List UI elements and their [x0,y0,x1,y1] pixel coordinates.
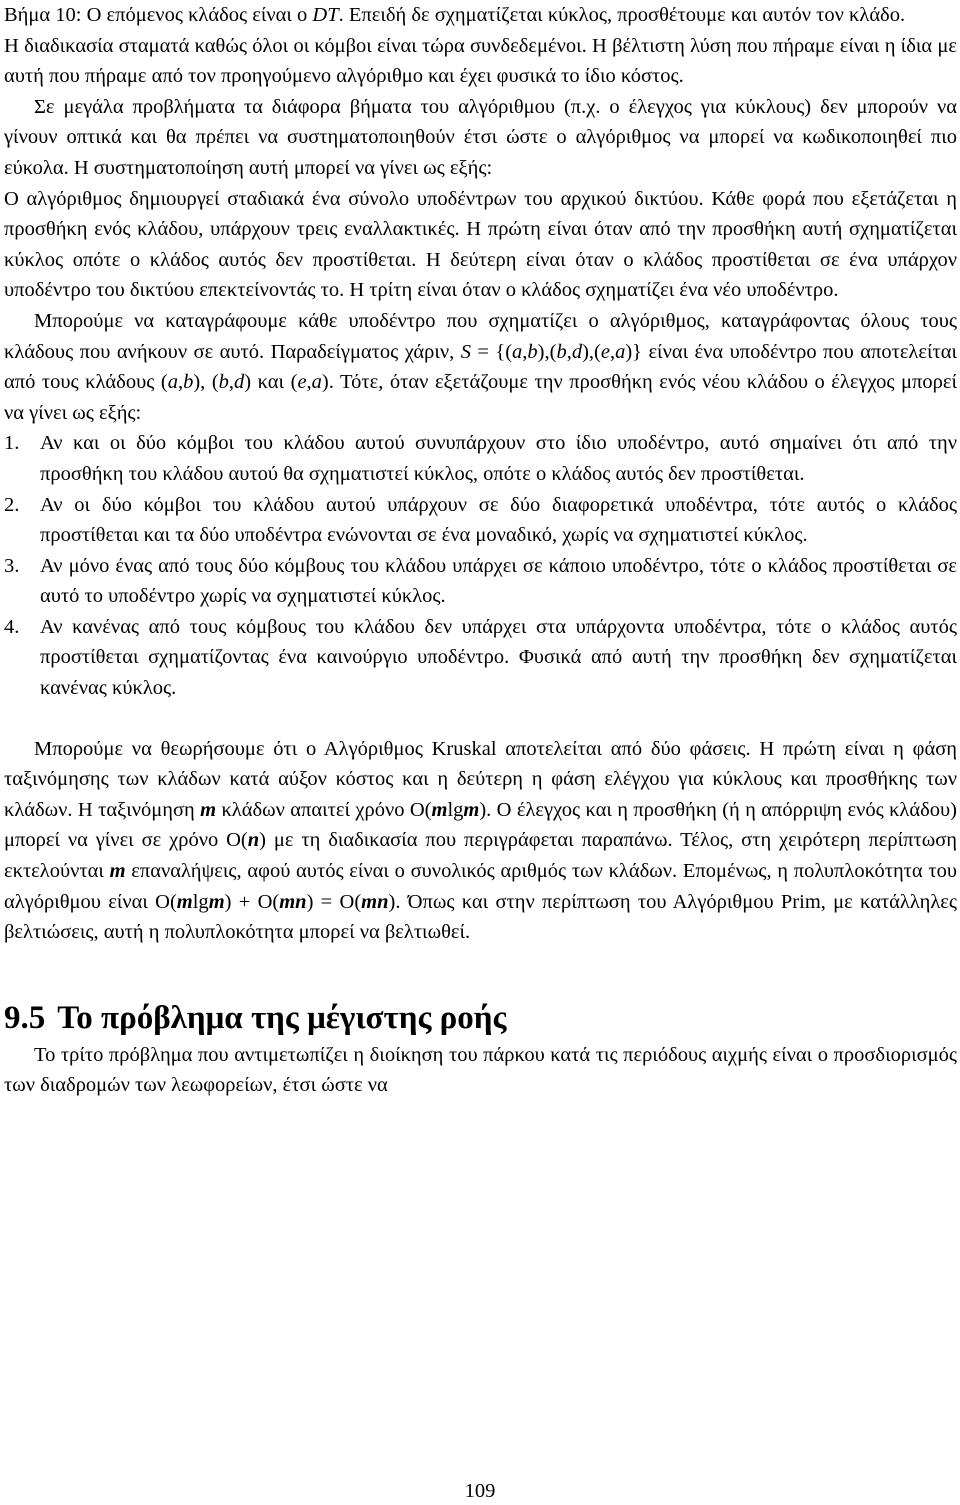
section-intro-paragraph: Το τρίτο πρόβλημα που αντιμετωπίζει η διοίκηση του πάρκου κατά τις περιόδους αιχμής είναι ο προσδιορισμός των διαδρομών των λεωφορείων, έτσι ώστε να [4,1043,957,1097]
spacer [4,948,957,996]
kruskal-text: lg [447,798,464,821]
subtrees-paragraph: Ο αλγόριθμος δημιουργεί σταδιακά ένα σύνολο υποδέντρων του αρχικού δικτύου. Κάθε φορά που εξετάζεται η προσθήκη ενός κλάδου, υπάρχουν τρεις εναλλακτικές. Η πρώτη είναι όταν από την προσθήκη αυτή σχηματίζεται κύκλος οπότε ο κλάδος αυτός δεν προστίθεται. Η δεύτερη είναι όταν ο κλάδος προστίθεται σε ένα υπάρχον υποδέντρο του δικτύου επεκτείνοντάς το. Η τρίτη είναι όταν ο κλάδος σχηματίζει ένα νέο υποδέντρο. [4,187,957,302]
record-subtrees-paragraph [4,306,957,428]
record-text: ) και ( [244,371,298,394]
case-text: Αν κανένας από τους κόμβους του κλάδου δεν υπάρχει στα υπάρχοντα υποδέντρα, τότε ο κλάδος αυτός προστίθεται σχηματίζοντας ένα καινούργιο υποδέντρο. Φυσικά από αυτή την προσθήκη δεν σχηματίζεται κανένας κύκλος. [40,615,957,700]
kruskal-text: ). Όπως και στην περίπτωση του Αλγόριθμου Prim, με κατάλληλες βελτιώσεις, αυτή η πολυπλοκότητα μπορεί να βελτιωθεί. [4,890,957,944]
var-m: m [109,860,126,883]
case-text: Αν και οι δύο κόμβοι του κλάδου αυτού συνυπάρχουν στο ίδιο υποδέντρο, αυτό σημαίνει ότι από την προσθήκη του κλάδου αυτού θα σχηματιστεί κύκλος, οπότε ο κλάδος αυτός δεν προστίθεται. [40,432,957,485]
var-node: d [571,340,583,363]
var-node: a [512,340,523,363]
record-text: , [566,340,572,363]
var-node: e [297,371,307,394]
case-number: 1. [4,432,20,455]
case-number: 3. [4,554,20,577]
record-text: ),( [537,340,557,363]
case-item [4,551,957,612]
kruskal-complexity-paragraph [4,734,957,948]
record-text: ). Τότε, όταν εξετάζουμε την προσθήκη ενός νέου κλάδου ο έλεγχος μπορεί να γίνει ως εξής: [4,371,957,424]
var-mn: mn [279,890,307,913]
case-text: Αν οι δύο κόμβοι του κλάδου αυτού υπάρχουν σε δύο διαφορετικά υποδέντρα, τότε αυτός ο κλάδος προστίθεται και τα δύο υποδέντρα ενώνονται σε ένα μοναδικό, χωρίς να σχηματιστεί κύκλος. [40,493,957,547]
var-mn: mn [361,890,389,913]
cases-list [4,428,957,703]
kruskal-text: επαναλήψεις, αφού αυτός είναι ο συνολικός αριθμός των κλάδων. Επομένως, η πολυπλοκότητα του αλγόριθμου είναι O( [4,860,957,913]
large-problems-paragraph: Σε μεγάλα προβλήματα τα διάφορα βήματα του αλγόριθμου (π.χ. ο έλεγχος για κύκλους) δεν μπορούν να γίνουν οπτικά και θα πρέπει να συστηματοποιηθούν έτσι ώστε ο αλγόριθμος να μπορεί να κωδικοποιηθεί πιο εύκολα. Η συστηματοποίηση αυτή μπορεί να γίνει ως εξής: [4,95,957,179]
var-node: b [527,340,538,363]
var-node: a [615,340,626,363]
var-m: m [176,890,193,913]
var-node: b [218,371,229,394]
spacer [4,704,957,734]
kruskal-text: ) με τη διαδικασία που περιγράφεται παραπάνω. Τέλος, στη χειρότερη περίπτωση εκτελούνται [4,829,957,883]
kruskal-text: ) + O( [224,890,280,913]
page-number: 109 [464,1480,496,1502]
var-node: b [556,340,567,363]
document-page [4,0,957,1101]
record-text: , [609,340,616,363]
step-10-lead: Βήμα 10: Ο επόμενος κλάδος είναι ο [4,4,313,26]
record-text: = {( [470,340,513,363]
step-10-paragraph [4,0,957,31]
var-m: m [208,890,225,913]
var-m: m [431,798,448,821]
record-text: Μπορούμε να καταγράφουμε κάθε υποδέντρο που σχηματίζει ο αλγόριθμος, καταγράφοντας όλους τους κλάδους που ανήκουν σε αυτό. Παραδείγματος χάριν, [4,309,957,363]
case-item [4,428,957,489]
kruskal-text: ) = O( [306,890,362,913]
case-number: 2. [4,493,20,516]
record-text: , [177,371,184,394]
section-title: Το πρόβλημα της μέγιστης ροής [57,999,507,1036]
kruskal-text: Μπορούμε να θεωρήσουμε ότι ο Αλγόριθμος Kruskal αποτελείται από δύο φάσεις. Η πρώτη είναι η φάση ταξινόμησης των κλάδων κατά αύξον κόστος και η δεύτερη η φάση ελέγχου για κύκλους και προσθήκης των κλάδων. Η ταξινόμηση [4,737,957,821]
record-text: , [306,371,312,394]
var-m: m [200,798,217,821]
case-number: 4. [4,615,20,638]
var-node: b [183,371,194,394]
section-heading [4,996,957,1040]
section-number: 9.5 [4,999,46,1036]
var-m: m [463,798,480,821]
record-text: , [228,371,235,394]
record-text: ), ( [193,371,219,394]
kruskal-text: κλάδων απαιτεί χρόνο O( [216,798,432,821]
kruskal-text: ). Ο έλεγχος και η προσθήκη (ή η απόρριψη ενός κλάδου) μπορεί να γίνει σε χρόνο O( [4,798,957,852]
var-n: n [247,829,260,852]
kruskal-text: lg [192,890,209,913]
var-node: a [311,371,322,394]
var-s: S [460,340,471,363]
branch-dt: DT [312,4,339,26]
var-node: d [234,371,245,394]
case-text: Αν μόνο ένας από τους δύο κόμβους του κλάδου υπάρχει σε κάποιο υποδέντρο, τότε ο κλάδος προστίθεται σε αυτό το υποδέντρο χωρίς να σχηματιστεί κύκλος. [40,554,957,608]
var-node: a [167,371,178,394]
case-item [4,490,957,551]
var-node: e [600,340,610,363]
step-10-tail: . Επειδή δε σχηματίζεται κύκλος, προσθέτουμε και αυτόν τον κλάδο. [338,4,906,26]
record-text: )} είναι ένα υποδέντρο που αποτελείται από τους κλάδους ( [4,340,957,394]
record-text: , [522,340,528,363]
record-text: ),( [582,340,601,363]
stop-paragraph: Η διαδικασία σταματά καθώς όλοι οι κόμβοι είναι τώρα συνδεδεμένοι. Η βέλτιστη λύση που πήραμε είναι η ίδια με αυτή που πήραμε από τον προηγούμενο αλγόριθμο και έχει φυσικά το ίδιο κόστος. [4,34,957,88]
case-item [4,612,957,704]
